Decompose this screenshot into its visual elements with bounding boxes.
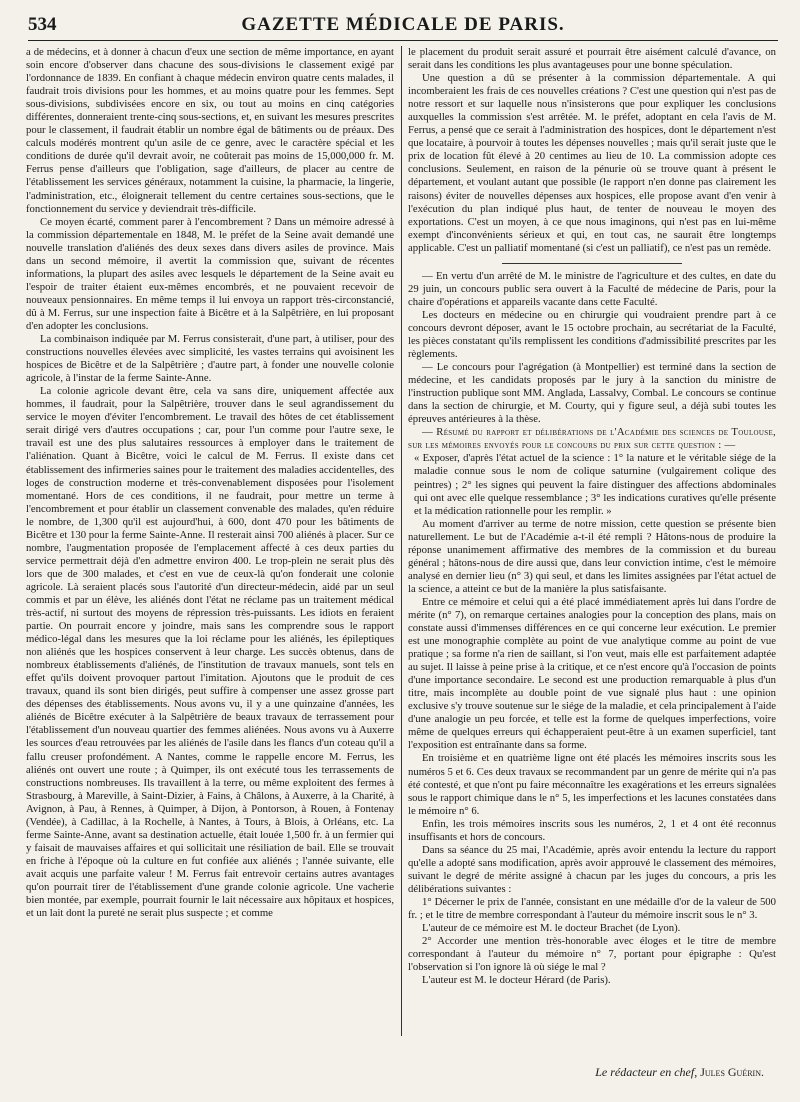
- editor-name: Jules Guérin.: [700, 1065, 764, 1079]
- paragraph: Ce moyen écarté, comment parer à l'encombrement ? Dans un mémoire adressé à la commission départementale en 1848, M. le préfet de la Seine avait demandé une nouvelle translation d'aliénés des deux sexes dans divers asiles de province. Mais dans un second mémoire, il avertit la commission que, suivant de récentes informations, la plupart des asiles avec lesquels le département de la Seine avait eu l'espoir de traiter étaient eux-mêmes encombrés, et ne pouvaient recevoir de nouveaux pensionnaires. En même temps il lui envoya un rapport très-circonstancié, dû à M. Ferrus, sur une inspection faite à Bicêtre et à la Salpêtrière, en lui proposant d'en adopter les conclusions.: [26, 215, 394, 332]
- page-number: 534: [28, 14, 57, 35]
- paragraph: Dans sa séance du 25 mai, l'Académie, après avoir entendu la lecture du rapport qu'elle a adopté sans modification, après avoir approuvé le classement des mémoires, suivant le degré de mérite assigné à chacun par les juges du concours, a pris les délibérations suivantes :: [408, 843, 776, 895]
- report-heading: — Résumé du rapport et délibérations de l'Académie des sciences de Toulouse, sur les mémoires envoyés pour le concours du prix sur cette question : —: [408, 426, 776, 452]
- paragraph: L'auteur de ce mémoire est M. le docteur Brachet (de Lyon).: [422, 922, 681, 935]
- paragraph: Une question a dû se présenter à la commission départementale. A qui incomberaient les frais de ces nouvelles créations ? C'est une question qui n'est pas de notre ressort et sur laquelle nous n'insisterons que pour expliquer les conclusions auxquelles la commission s'est arrêtée. M. le préfet, adoptant en cela l'avis de M. Ferrus, a pensé que ce serait à l'administration des hospices, dont le département n'est que locataire, à pourvoir à toutes les dépenses nouvelles ; mais qu'il serait juste que le prix de location fût élevé à 20 centimes au lieu de 10. La commission adopte ces conclusions. Seulement, en raison de la pénurie où se trouve quant à présent le département, et voulant autant que possible (le rapport n'en donne pas clairement les raisons) éviter de nouvelles dépenses aux hospices, elle propose avant d'en venir à l'exécution du plan indiqué plus haut, de tenter de nouveau le moyen des exportations. C'est un moyen, à ce que nous imaginons, qui n'est pas en lui-même exempt d'inconvénients sérieux et qui, en tout cas, ne saurait être longtemps applicable. C'est un palliatif momentané (si c'est un palliatif), ce n'est pas un remède.: [408, 72, 776, 254]
- paragraph: L'auteur est M. le docteur Hérard (de Paris).: [422, 974, 611, 987]
- page-header: [28, 14, 778, 41]
- paragraph: 2° Accorder une mention très-honorable avec éloges et le titre de membre correspondant à l'auteur du mémoire n° 7, portant pour épigraphe : Qu'est l'observation si l'on ignore là où siége le mal ?: [408, 935, 776, 974]
- left-column: [26, 46, 394, 1036]
- report-question-quote: « Exposer, d'après l'état actuel de la science : 1° la nature et le véritable siége de la maladie connue sous le nom de colique saturnine (vulgairement colique des peintres) ; 2° les signes qui peuvent la faire distinguer des affections abdominales qui ont avec elle quelque ressemblance ; 3° les indications curatives qu'elle présente et la médication rationnelle pour les remplir. »: [414, 452, 776, 517]
- paragraph: La colonie agricole devant être, cela va sans dire, uniquement affectée aux hommes, il faudrait, pour la Salpêtrière, trouver dans le seul agrandissement du service le moyen d'éviter l'encombrement. Le travail des hôtes de cet établissement serait dirigé vers d'autres occupations ; car, pour l'un comme pour l'autre sexe, le travail est une des plus salutaires ressources à employer dans le traitement de l'aliénation. Quant à Bicêtre, voici le calcul de M. Ferrus. Il existe dans cet établissement des infirmeries saines pour le traitement des maladies accidentelles, des loges de construction moderne et très-convenablement disposées pour l'isolement momentané. Hors de ces conditions, il ne faudrait, pour mettre un terme à l'encombrement et pour établir un classement convenable des malades, qu'en réduire le nombre, de 1,300 qu'il est aujourd'hui, à 600, dont 470 pour les bâtiments de Bicêtre et 130 pour la ferme Sainte-Anne. Il resterait ainsi 700 aliénés à placer. Sur ce nombre, l'augmentation proposée de l'emplacement affecté à ces deux parties du service permettrait déjà d'en admettre environ 400. Le trop-plein ne serait plus dès lors que de 300 malades, et c'est en vue de ceux-là qu'on fonderait une colonie agricole. Là seraient placés sous l'autorité d'un directeur-médecin, aidé par un seul commis et par un élève, les aliénés dont l'état ne réclame pas un traitement médical très-actif, ni surtout des moyens de répression très-puissants. Les idiots en feraient partie. On pourrait encore y joindre, mais sans les comprendre sous le rapport médico-légal dans les mesures que la loi réclame pour les aliénés, les épileptiques non aliénés que les hospices conservent à leur charge. Les succès obtenus, dans de nombreux établissements d'aliénés, de l'institution de travaux manuels, sont tels en effet qu'ils doivent provoquer partout l'imitation. Ajoutons que le produit de ces travaux, quand ils sont bien dirigés, peut suffire à compenser une assez grosse part des dépenses des établissements. Nous avons vu, il y a une quinzaine d'années, les aliénés de Bicêtre exécuter à la Salpêtrière de beaux travaux de terrassement pour l'établissement d'un nouveau quartier des femmes aliénées. Nous avons vu à Auxerre les sources d'eau retrouvées par les aliénés de l'asile dans les flancs d'un coteau qu'il a fallu creuser profondément. A Nantes, comme le rappelle encore M. Ferrus, les aliénés ont ouvert une route ; à Quimper, ils ont exécuté tous les terrassements de constructions nombreuses. Ils travaillent à la terre, ou même exploitent des fermes à Strasbourg, à Mareville, à Saint-Dizier, à Fains, à Châlons, à Auxerre, à la Charité, à Avignon, à Pau, à Rennes, à Quimper, à Dijon, à Pontorson, à Rouen, à Fontenay (Vendée), à Cadillac, à la Rochelle, à Nantes, à Tours, à Blois, à Orléans, etc. La ferme Sainte-Anne, avant sa destination actuelle, était louée 1,500 fr. à un fermier qui y faisait de mauvaises affaires et qui sollicitait une résiliation de bail. Elle se trouvait en friche à l'époque où la culture en fut confiée aux aliénés ; l'année suivante, elle avait acquis une parfaite valeur ! M. Ferrus fait entrevoir certains autres avantages qu'on pourrait tirer de l'établissement d'une grande colonie agricole. Une vacherie bien montée, par exemple, pourrait fournir le lait nécessaire aux hôpitaux et hospices, et un lait dont la pureté ne serait plus suspecte ; et comme: [26, 385, 394, 920]
- paragraph: 1° Décerner le prix de l'année, consistant en une médaille d'or de la valeur de 500 fr. ; et le titre de membre correspondant à l'auteur du mémoire inscrit sous le n° 3.: [408, 896, 776, 922]
- editor-signature: [595, 1065, 764, 1080]
- news-item: — Le concours pour l'agrégation (à Montpellier) est terminé dans la section de médecine, et les candidats proposés par le jury à la sanction du ministre de l'instruction publique sont MM. Anglada, Lassalvy, Combal. Le concours se continue dans la section de chirurgie, et M. Courty, qui y figure seul, a déjà subi toutes les épreuves antérieures à la thèse.: [408, 361, 776, 426]
- paragraph: Au moment d'arriver au terme de notre mission, cette question se présente bien naturellement. Le but de l'Académie a-t-il été rempli ? Hâtons-nous de produire la réponse unanimement affirmative des membres de la commission et du bureau général ; hâtons-nous de dire aussi que, dans leur conviction intime, c'est le mémoire analysé en dernier lieu (n° 3) qui seul, et dans les limites assignées par l'état actuel de la science, a atteint ce but de la manière la plus satisfaisante.: [408, 517, 776, 595]
- right-column: [408, 46, 776, 1036]
- signature-prefix: Le rédacteur en chef,: [595, 1065, 698, 1079]
- paragraph: La combinaison indiquée par M. Ferrus consisterait, d'une part, à utiliser, pour des constructions nouvelles élevées avec simplicité, les vastes terrains qui avoisinent les hospices de Bicêtre et de la Salpêtrière ; d'autre part, à fonder une nouvelle colonie agricole, à l'instar de la ferme Sainte-Anne.: [26, 333, 394, 385]
- news-item: Les docteurs en médecine ou en chirurgie qui voudraient prendre part à ce concours devront déposer, avant le 15 octobre prochain, au secrétariat de la Faculté, les pièces constatant qu'ils remplissent les conditions d'admissibilité prescrites par les règlements.: [408, 308, 776, 361]
- paragraph: le placement du produit serait assuré et pourrait être aisément calculé d'avance, on serait dans les conditions les plus avantageuses pour une bonne spéculation.: [408, 46, 776, 72]
- paragraph: Enfin, les trois mémoires inscrits sous les numéros, 2, 1 et 4 ont été reconnus insuffisants et hors de concours.: [408, 817, 776, 843]
- paragraph: a de médecins, et à donner à chacun d'eux une section de même importance, en ayant soin encore d'observer dans chacune des sous-divisions le classement exigé par l'ordonnance de 1839. En confiant à chaque médecin environ quatre cents malades, il faudrait trois divisions pour les hommes, et au moins quatre pour les femmes. Sept sous-divisions, subdivisées encore en six, ou tout au moins en cinq catégories différentes, donneraient trente-cinq sous-sections, et, en suivant les mesures prescrites pour le classement, il faudrait établir un nombre égal de bâtiments ou de préaux. Des calculs modérés montrent qu'un asile de ce genre, avec le caractère spécial et les conditions de durée qu'il devrait avoir, ne coûterait pas moins de 15,000,000 fr. M. Ferrus pense d'ailleurs que l'obligation, sage d'ailleurs, de placer au centre de l'établissement les services généraux, notamment la cuisine, la pharmacie, la lingerie, l'administration, etc., éloignerait tellement du centre certaines sous-sections, que le fonctionnement du service y deviendrait très-difficile.: [26, 46, 394, 215]
- news-item: — En vertu d'un arrêté de M. le ministre de l'agriculture et des cultes, en date du 29 juin, un concours public sera ouvert à la Faculté de médecine de Paris, pour la chaire d'opérations et appareils vacante dans cette Faculté.: [408, 269, 776, 308]
- paragraph: Entre ce mémoire et celui qui a été placé immédiatement après lui dans l'ordre de mérite (n° 7), on remarque certaines analogies pour la conception des plans, mais on constate aussi d'immenses différences en ce qui concerne leur exécution. Le premier est une monographie complète au point de vue analytique comme au point de vue pratique ; sa forme n'a rien de saillant, si l'on veut, mais elle est parfaitement adaptée au sujet. Il laisse à peine prise à la critique, et ce n'est encore qu'à l'occasion de points d'une importance secondaire. Le second est une production remarquable à plus d'un titre, mais incomplète au double point de vue signalé plus haut : une opinion exclusive s'y trouve soutenue sur le siége de la maladie, et cela principalement à l'aide d'une analogie un peu forcée, et telle est la forme de quelques imperfections, voire même de quelques erreurs qui échapperaient peut-être à un examen superficiel, tant l'exposition est entraînante dans sa forme.: [408, 595, 776, 752]
- section-separator: [502, 263, 682, 264]
- journal-title: GAZETTE MÉDICALE DE PARIS.: [241, 14, 565, 35]
- column-divider: [401, 46, 402, 1036]
- paragraph: En troisième et en quatrième ligne ont été placés les mémoires inscrits sous les numéros 5 et 6. Ces deux travaux se recommandent par un genre de mérite qui n'a pas été contesté, et que n'ont pu faire méconnaître les exagérations et les erreurs signalées sous le rapport chimique dans le n° 5, les imperfections et les lacunes constatées dans le mémoire n° 6.: [408, 752, 776, 817]
